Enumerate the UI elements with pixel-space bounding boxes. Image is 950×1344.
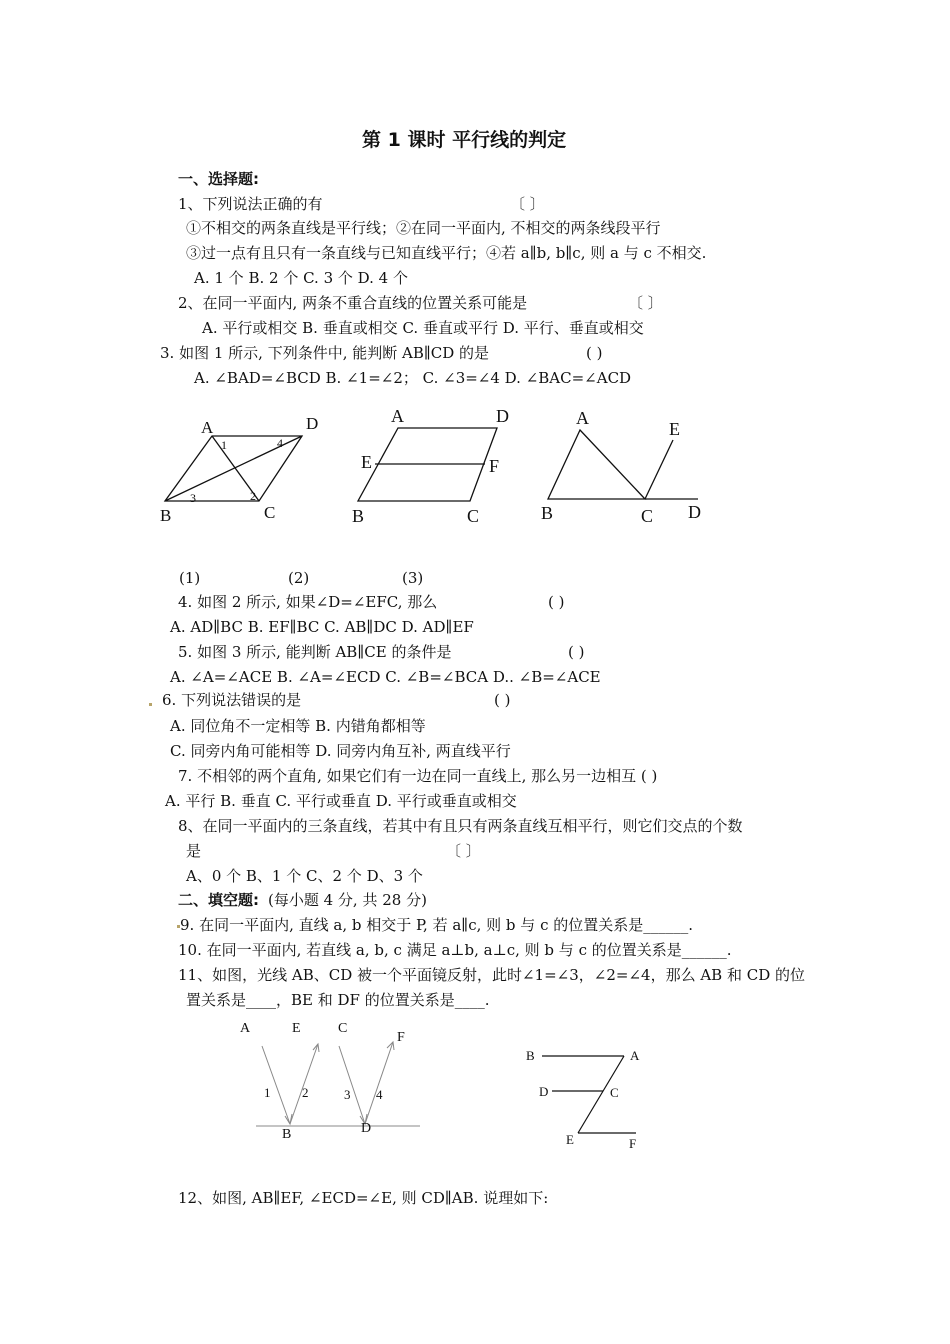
- fig3-label-E: E: [669, 419, 680, 439]
- q1-options: A. 1 个 B. 2 个 C. 3 个 D. 4 个: [194, 269, 408, 287]
- q2-stem: 2、在同一平面内, 两条不重合直线的位置关系可能是: [178, 294, 528, 312]
- q11-line2: 置关系是____，BE 和 DF 的位置关系是____.: [186, 991, 490, 1009]
- fig1-label-B: B: [160, 506, 172, 525]
- fig5-label-D: D: [539, 1084, 549, 1099]
- fig2-label-D: D: [496, 406, 509, 426]
- fig1-label-A: A: [201, 418, 214, 437]
- q2-bracket: 〔 〕: [628, 294, 663, 312]
- q7-options: A. 平行 B. 垂直 C. 平行或垂直 D. 平行或垂直或相交: [165, 792, 517, 810]
- figure-caption-3: (3): [402, 569, 424, 587]
- fig5-label-A: A: [630, 1048, 640, 1063]
- fig1-angle-2: 2: [250, 489, 256, 503]
- fig5-label-E: E: [566, 1132, 574, 1147]
- fig1-label-D: D: [306, 414, 319, 433]
- q8-bracket: 〔 〕: [446, 842, 481, 860]
- fig4-label-D: D: [361, 1121, 372, 1136]
- q10-text: 10. 在同一平面内, 若直线 a, b, c 满足 a⊥b, a⊥c, 则 b 与 c 的位置关系是______.: [178, 941, 732, 959]
- fig2-label-C: C: [467, 506, 480, 526]
- fig4-label-B: B: [282, 1127, 292, 1142]
- fig4-angle-1: 1: [264, 1085, 271, 1100]
- fig2-label-F: F: [489, 456, 500, 476]
- fig5-label-F: F: [629, 1136, 637, 1151]
- figure-caption-1: (1): [179, 569, 201, 587]
- fig2-label-B: B: [352, 506, 365, 526]
- q1-statement-line1: ①不相交的两条直线是平行线；②在同一平面内, 不相交的两条线段平行: [186, 219, 661, 237]
- fig3-label-A: A: [576, 408, 589, 428]
- figure-5: [542, 1056, 636, 1133]
- q5-bracket: ( ): [568, 643, 585, 661]
- fig4-angle-2: 2: [302, 1085, 309, 1100]
- q8-stem: 8、在同一平面内的三条直线，若其中有且只有两条直线互相平行，则它们交点的个数: [178, 817, 743, 835]
- q8-stem-continued: 是: [186, 842, 202, 860]
- fig2-label-A: A: [391, 406, 404, 426]
- q6-options-line1: A. 同位角不一定相等 B. 内错角都相等: [170, 717, 426, 735]
- q6-bracket: ( ): [494, 691, 511, 709]
- figure-caption-2: (2): [288, 569, 310, 587]
- q1-bracket: 〔 〕: [510, 195, 545, 213]
- page-title: 第 1 课时 平行线的判定: [362, 129, 567, 151]
- fig4-angle-4: 4: [376, 1087, 383, 1102]
- fig3-label-B: B: [541, 503, 554, 523]
- fig2-label-E: E: [361, 452, 372, 472]
- fig4-label-F: F: [397, 1030, 405, 1045]
- q5-options: A. ∠A=∠ACE B. ∠A=∠ECD C. ∠B=∠BCA D.. ∠B=∠ACE: [170, 668, 601, 686]
- q4-stem: 4. 如图 2 所示, 如果∠D=∠EFC, 那么: [178, 593, 438, 611]
- section-fill-heading: 二、填空题:: [178, 891, 259, 909]
- section-fill-note: (每小题 4 分, 共 28 分): [268, 891, 427, 909]
- q4-options: A. AD∥BC B. EF∥BC C. AB∥DC D. AD∥EF: [170, 618, 474, 636]
- fig1-angle-1: 1: [221, 438, 227, 452]
- q3-bracket: ( ): [586, 344, 603, 362]
- fig4-angle-3: 3: [344, 1087, 351, 1102]
- q1-stem: 1、下列说法正确的有: [178, 195, 323, 213]
- q6-stem: 6. 下列说法错误的是: [162, 691, 302, 709]
- q4-bracket: ( ): [548, 593, 565, 611]
- q3-stem: 3. 如图 1 所示, 下列条件中, 能判断 AB∥CD 的是: [160, 344, 490, 362]
- fig4-label-C: C: [338, 1021, 348, 1036]
- fig1-angle-3: 3: [190, 491, 196, 505]
- q8-options: A、0 个 B、1 个 C、2 个 D、3 个: [186, 867, 423, 885]
- q5-stem: 5. 如图 3 所示, 能判断 AB∥CE 的条件是: [178, 643, 452, 661]
- figure-2: [358, 428, 500, 501]
- q11-line1: 11、如图，光线 AB、CD 被一个平面镜反射，此时∠1=∠3，∠2=∠4，那么 AB 和 CD 的位: [178, 966, 805, 984]
- q2-options: A. 平行或相交 B. 垂直或相交 C. 垂直或平行 D. 平行、垂直或相交: [202, 319, 644, 337]
- fig5-label-C: C: [610, 1085, 619, 1100]
- fig1-label-C: C: [264, 503, 276, 522]
- q12-text: 12、如图, AB∥EF, ∠ECD=∠E, 则 CD∥AB. 说理如下:: [178, 1189, 549, 1207]
- q6-options-line2: C. 同旁内角可能相等 D. 同旁内角互补, 两直线平行: [170, 742, 511, 760]
- stray-mark: [149, 703, 152, 706]
- section-choice-heading: 一、选择题:: [178, 170, 259, 188]
- fig3-label-D: D: [688, 502, 701, 522]
- fig3-label-C: C: [641, 506, 654, 526]
- fig4-label-E: E: [292, 1021, 301, 1036]
- q1-statement-line2: ③过一点有且只有一条直线与已知直线平行；④若 a∥b, b∥c, 则 a 与 c 不相交.: [186, 244, 707, 262]
- fig1-angle-4: 4: [277, 436, 283, 450]
- figure-4-mirror: [256, 1042, 420, 1126]
- q9-text: 9. 在同一平面内, 直线 a, b 相交于 P, 若 a∥c, 则 b 与 c 的位置关系是______.: [180, 916, 694, 934]
- figure-3: [548, 430, 698, 499]
- fig5-label-B: B: [526, 1048, 535, 1063]
- q3-options: A. ∠BAD=∠BCD B. ∠1=∠2； C. ∠3=∠4 D. ∠BAC=∠ACD: [194, 369, 632, 387]
- fig4-label-A: A: [240, 1021, 251, 1036]
- q7-stem: 7. 不相邻的两个直角, 如果它们有一边在同一直线上, 那么另一边相互 ( ): [178, 767, 658, 785]
